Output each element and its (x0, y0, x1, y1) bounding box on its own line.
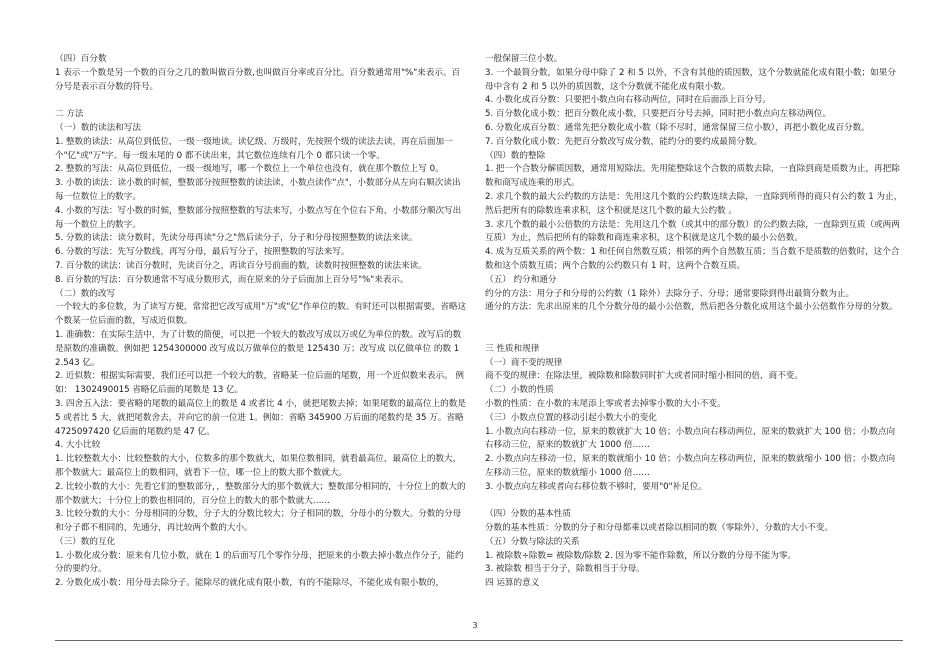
right-paragraph: 商不变的规律：在除法里，被除数和除数同时扩大或者同时缩小相同的倍，商不变。 (485, 371, 803, 382)
left-paragraph: 1 表示一个数是另一个数的百分之几的数叫做百分数,也叫做百分率或百分比。百分数通常用"%"来表示。百分号是表示百分数的符号。 (55, 67, 461, 92)
left-column (55, 53, 467, 591)
right-paragraph: 5. 百分数化成小数：把百分数化成小数，只要把百分号去掉，同时把小数点向左移动两位。 (485, 109, 832, 120)
right-paragraph: 6. 分数化成百分数：通常先把分数化成小数（除不尽时，通常保留三位小数），再把小数化成百分数。 (485, 122, 870, 133)
right-paragraph: 1. 小数点向右移动一位，原来的数就扩大 10 倍；小数点向右移动两位，原来的数就扩大 100 倍；小数点向右移动三位，原来的数就扩大 1000 倍…… (485, 426, 896, 451)
left-paragraph: （三）数的互化 (55, 536, 116, 547)
left-paragraph: 2. 近似数：根据实际需要，我们还可以把一个较大的数，省略某一位后面的尾数，用一个近似数来表示。 例如： 1302490015 省略亿后面的尾数是 13 亿。 (55, 371, 464, 396)
right-paragraph: 7. 百分数化成小数：先把百分数改写成分数，能约分的要约成最简分数。 (485, 136, 763, 147)
footer-rule (55, 640, 903, 641)
right-paragraph: 四 运算的意义 (485, 578, 540, 589)
left-paragraph: 6. 分数的写法：先写分数线，再写分母，最后写分子，按照整数的写法来写。 (55, 247, 350, 258)
right-paragraph: 三 性质和规律 (485, 343, 540, 354)
page-number: 3 (472, 621, 478, 630)
right-paragraph: 3. 小数点向左移或者向右移位数不够时，要用"0"补足位。 (485, 481, 707, 492)
right-paragraph: 4. 成为互质关系的两个数：1 和任何自然数互质；相邻的两个自然数互质；当合数不是质数的倍数时，这个合数和这个质数互质；两个合数的公约数只有 1 时，这两个合数互质。 (485, 247, 900, 271)
right-paragraph: 3. 求几个数的最小公倍数的方法是：先用这几个数（或其中的部分数）的公约数去除，一直除到互质（或两两互质）为止，然后把所有的除数和商连乘求积，这个积就是这几个数的最小公倍数。 (485, 219, 900, 244)
left-paragraph: 8. 百分数的写法：百分数通常不写成分数形式，而在原来的分子后面加上百分号"%"来表示。 (55, 274, 409, 285)
right-paragraph: 2. 求几个数的最大公约数的方法是：先用这几个数的公约数连续去除，一直除到所得的商只有公约数 1 为止，然后把所有的除数连乘求积，这个积就是这几个数的最大公约数 。 (485, 191, 903, 216)
left-paragraph: 3. 比较分数的大小：分母相同的分数，分子大的分数比较大；分子相同的数，分母小的分数大。分数的分母和分子都不相同的，先通分，再比较两个数的大小。 (55, 509, 462, 534)
right-paragraph: 约分的方法：用分子和分母的公约数（1 除外）去除分子、分母；通常要除到得出最简分数为止。 (485, 288, 855, 299)
right-paragraph: 通分的方法：先求出原来的几个分数分母的最小公倍数，然后把各分数化成用这个最小公倍数作分母的分数。 (485, 302, 898, 313)
left-paragraph: 4. 大小比较 (55, 440, 101, 451)
left-paragraph: 1. 准确数：在实际生活中，为了计数的简便，可以把一个较大的数改写成以万或亿为单位的数。改写后的数是原数的准确数。例如把 1254300000 改写成以万做单位的数是 125430 万；改写成 以亿做单位 的数 12.543 亿。 (55, 329, 462, 368)
left-paragraph: 7. 百分数的读法：读百分数时，先读百分之，再读百分号前面的数，读数时按照整数的读法来读。 (55, 260, 427, 271)
right-paragraph: 一般保留三位小数。 (485, 54, 563, 64)
right-paragraph: （一）商不变的规律 (485, 357, 563, 368)
right-paragraph: （五） 约分和通分 (485, 274, 557, 285)
right-paragraph: 分数的基本性质：分数的分子和分母都乘以或者除以相同的数（零除外），分数的大小不变。 (485, 523, 834, 534)
left-paragraph: 4. 小数的写法：写小数的时候，整数部分按照整数的写法来写，小数点写在个位右下角，小数部分顺次写出每一个数位上的数字。 (55, 205, 462, 230)
left-paragraph: 2. 分数化成小数：用分母去除分子。能除尽的就化成有限小数，有的不能除尽，不能化成有限小数的， (55, 578, 445, 589)
right-paragraph: 小数的性质：在小数的末尾添上零或者去掉零小数的大小不变。 (485, 398, 726, 409)
right-paragraph: 1. 把一个合数分解质因数，通常用短除法。先用能整除这个合数的质数去除，一直除到商是质数为止，再把除数和商写成连乘的形式。 (485, 164, 900, 189)
left-paragraph: 5. 分数的读法：读分数时，先读分母再读"分之"然后读分子，分子和分母按照整数的读法来读。 (55, 233, 418, 244)
right-paragraph (485, 315, 903, 329)
right-paragraph: （四）分数的基本性质 (485, 509, 571, 520)
right-paragraph: （四）数的整除 (485, 150, 546, 161)
left-paragraph: 二 方法 (55, 109, 84, 120)
left-paragraph: （二）数的改写 (55, 288, 116, 299)
right-paragraph: （三）小数点位置的移动引起小数大小的变化 (485, 412, 657, 423)
right-paragraph: （五）分数与除法的关系 (485, 536, 580, 547)
left-paragraph: 1. 整数的读法：从高位到低位，一级一级地读。读亿级、万级时，先按照个级的读法去读，再在后面加一个"亿"或"万"字。每一级末尾的 0 都不读出来，其它数位连续有几个 0 都只读一个零。 (55, 136, 453, 161)
right-paragraph: 1. 被除数÷除数= 被除数/除数 2. 因为零不能作除数，所以分数的分母不能为零。 (485, 550, 797, 561)
left-paragraph: （四）百分数 (55, 54, 107, 64)
left-paragraph: 3. 四舍五入法：要省略的尾数的最高位上的数是 4 或者比 4 小，就把尾数去掉；如果尾数的最高位上的数是 5 或者比 5 大，就把尾数舍去，并向它的前一位进 1。例如：省略 345900 万后面的尾数约是 35 万。省略 4725097420 亿后面的尾数约是 47 亿。 (55, 398, 469, 437)
left-paragraph: 1. 比较整数大小：比较整数的大小，位数多的那个数就大，如果位数相同，就看最高位，最高位上的数大，那个数就大；最高位上的数相同，就看下一位，哪一位上的数大那个数就大。 (55, 454, 462, 478)
left-paragraph: 一个较大的多位数，为了读写方便，常常把它改写成用"万"或"亿"作单位的数。有时还可以根据需要，省略这个数某一位后面的数，写成近似数。 (55, 302, 467, 327)
left-paragraph (55, 94, 467, 108)
left-paragraph: （一）数的读法和写法 (55, 122, 141, 133)
left-paragraph: 1. 小数化成分数：原来有几位小数，就在 1 的后面写几个零作分母，把原来的小数去掉小数点作分子，能约分的要约分。 (55, 550, 464, 575)
right-column (485, 53, 903, 591)
left-paragraph: 2. 比较小数的大小：先看它们的整数部分，，整数部分大的那个数就大；整数部分相同的，十分位上的数大的那个数就大；十分位上的数也相同的，百分位上的数大的那个数就大…… (55, 481, 466, 506)
right-paragraph (485, 329, 903, 343)
left-paragraph: 3. 小数的读法：读小数的时候，整数部分按照整数的读法读，小数点读作"点"，小数部分从左向右顺次读出每一位数位上的数字。 (55, 178, 461, 202)
right-paragraph: 3. 一个最简分数，如果分母中除了 2 和 5 以外，不含有其他的质因数，这个分数就能化成有限小数；如果分母中含有 2 和 5 以外的质因数，这个分数就不能化成有限小数。 (485, 67, 896, 92)
right-paragraph: 4. 小数化成百分数：只要把小数点向右移动两位，同时在后面添上百分号。 (485, 95, 771, 106)
right-paragraph: （二）小数的性质 (485, 385, 554, 396)
right-paragraph: 3. 被除数 相当于分子，除数相当于分母。 (485, 564, 645, 575)
left-paragraph: 2. 整数的写法：从高位到低位，一级一级地写，哪一个数位上一个单位也没有，就在那个数位上写 0。 (55, 164, 444, 175)
right-paragraph: 2. 小数点向左移动一位，原来的数就缩小 10 倍；小数点向左移动两位，原来的数就缩小 100 倍；小数点向左移动三位，原来的数就缩小 1000 倍…… (485, 454, 896, 478)
right-paragraph (485, 495, 903, 509)
